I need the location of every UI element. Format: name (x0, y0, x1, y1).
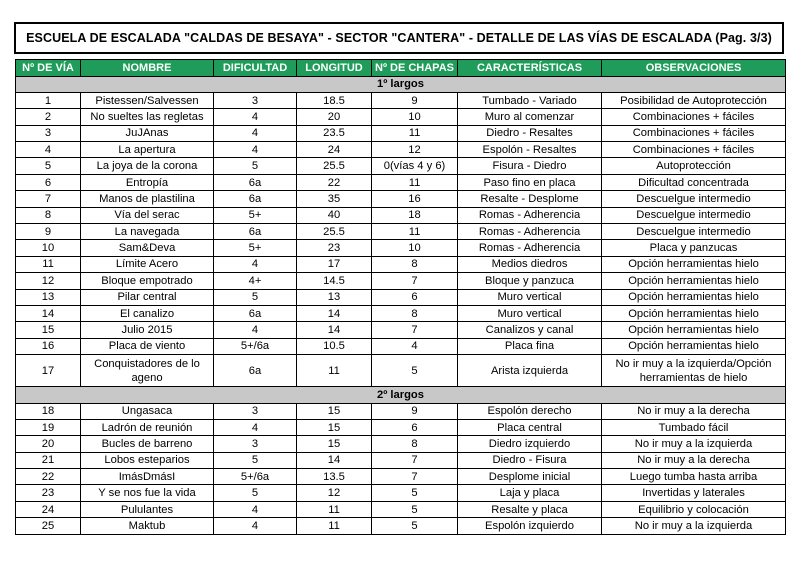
route-features: Bloque y panzuca (458, 273, 602, 289)
route-notes: Opción herramientas hielo (602, 338, 786, 354)
route-bolts: 7 (372, 273, 458, 289)
route-grade: 4+ (214, 273, 297, 289)
table-row (16, 485, 786, 501)
route-bolts: 6 (372, 289, 458, 305)
route-notes: Equilibrio y colocación (602, 501, 786, 517)
route-grade: 6a (214, 174, 297, 190)
column-header-bolts: Nº DE CHAPAS (372, 60, 458, 77)
table-row (16, 518, 786, 534)
route-features: Diedro izquierdo (458, 436, 602, 452)
route-name: Límite Acero (81, 256, 214, 272)
route-name: La apertura (81, 142, 214, 158)
table-row (16, 142, 786, 158)
route-number: 14 (16, 305, 81, 321)
column-header-features: CARACTERÍSTICAS (458, 60, 602, 77)
route-notes: Posibilidad de Autoprotección (602, 92, 786, 108)
route-grade: 5 (214, 289, 297, 305)
table-row (16, 338, 786, 354)
route-notes: No ir muy a la derecha (602, 452, 786, 468)
route-number: 25 (16, 518, 81, 534)
route-bolts: 9 (372, 92, 458, 108)
table-row (16, 419, 786, 435)
route-grade: 4 (214, 419, 297, 435)
route-number: 22 (16, 469, 81, 485)
route-features: Espolón - Resaltes (458, 142, 602, 158)
route-name: Y se nos fue la vida (81, 485, 214, 501)
route-number: 18 (16, 403, 81, 419)
column-header-grade: DIFICULTAD (214, 60, 297, 77)
route-features: Canalizos y canal (458, 322, 602, 338)
route-grade: 3 (214, 436, 297, 452)
route-features: Fisura - Diedro (458, 158, 602, 174)
table-row (16, 501, 786, 517)
route-name: Bloque empotrado (81, 273, 214, 289)
route-length: 11 (297, 501, 372, 517)
route-number: 2 (16, 109, 81, 125)
route-number: 23 (16, 485, 81, 501)
route-bolts: 12 (372, 142, 458, 158)
route-length: 10.5 (297, 338, 372, 354)
route-name: No sueltes las regletas (81, 109, 214, 125)
route-features: Resalte y placa (458, 501, 602, 517)
route-length: 13.5 (297, 469, 372, 485)
route-length: 35 (297, 191, 372, 207)
route-features: Tumbado - Variado (458, 92, 602, 108)
route-length: 23.5 (297, 125, 372, 141)
route-length: 15 (297, 436, 372, 452)
route-name: Pululantes (81, 501, 214, 517)
table-row (16, 256, 786, 272)
table-row (16, 109, 786, 125)
route-bolts: 5 (372, 355, 458, 387)
route-features: Diedro - Fisura (458, 452, 602, 468)
route-number: 11 (16, 256, 81, 272)
section-header-row (16, 76, 786, 92)
route-notes: Tumbado fácil (602, 419, 786, 435)
route-length: 20 (297, 109, 372, 125)
route-bolts: 8 (372, 305, 458, 321)
route-bolts: 11 (372, 174, 458, 190)
route-features: Arista izquierda (458, 355, 602, 387)
route-length: 15 (297, 403, 372, 419)
table-row (16, 174, 786, 190)
route-name: Manos de plastilina (81, 191, 214, 207)
route-features: Resalte - Desplome (458, 191, 602, 207)
column-header-number: Nº DE VÍA (16, 60, 81, 77)
route-bolts: 10 (372, 109, 458, 125)
route-name: JuJAnas (81, 125, 214, 141)
route-grade: 4 (214, 109, 297, 125)
table-row (16, 191, 786, 207)
table-row (16, 289, 786, 305)
route-notes: No ir muy a la derecha (602, 403, 786, 419)
table-row (16, 452, 786, 468)
table-row (16, 436, 786, 452)
table-row (16, 305, 786, 321)
route-bolts: 5 (372, 485, 458, 501)
route-notes: Descuelgue intermedio (602, 207, 786, 223)
route-number: 6 (16, 174, 81, 190)
page-title: ESCUELA DE ESCALADA "CALDAS DE BESAYA" - SECTOR "CANTERA" - DETALLE DE LAS VÍAS DE ESCALADA (Pag. 3/3) (14, 22, 784, 54)
route-number: 16 (16, 338, 81, 354)
table-row (16, 240, 786, 256)
route-grade: 3 (214, 403, 297, 419)
route-bolts: 7 (372, 452, 458, 468)
route-length: 18.5 (297, 92, 372, 108)
route-grade: 5 (214, 485, 297, 501)
routes-table (15, 59, 786, 535)
route-name: Pistessen/Salvessen (81, 92, 214, 108)
table-row (16, 322, 786, 338)
route-name: Maktub (81, 518, 214, 534)
route-grade: 4 (214, 518, 297, 534)
route-notes: Opción herramientas hielo (602, 322, 786, 338)
route-bolts: 16 (372, 191, 458, 207)
table-row (16, 224, 786, 240)
route-features: Diedro - Resaltes (458, 125, 602, 141)
route-bolts: 8 (372, 256, 458, 272)
route-number: 1 (16, 92, 81, 108)
route-notes: Opción herramientas hielo (602, 289, 786, 305)
route-features: Muro vertical (458, 289, 602, 305)
route-name: Placa de viento (81, 338, 214, 354)
route-length: 25.5 (297, 158, 372, 174)
route-notes: Opción herramientas hielo (602, 256, 786, 272)
route-grade: 5 (214, 158, 297, 174)
route-notes: Placa y panzucas (602, 240, 786, 256)
route-number: 9 (16, 224, 81, 240)
route-length: 40 (297, 207, 372, 223)
route-notes: Invertidas y laterales (602, 485, 786, 501)
route-number: 21 (16, 452, 81, 468)
route-name: Ladrón de reunión (81, 419, 214, 435)
route-grade: 4 (214, 142, 297, 158)
route-notes: Opción herramientas hielo (602, 273, 786, 289)
route-number: 12 (16, 273, 81, 289)
route-notes: Descuelgue intermedio (602, 191, 786, 207)
route-bolts: 6 (372, 419, 458, 435)
route-bolts: 0(vías 4 y 6) (372, 158, 458, 174)
route-notes: Dificultad concentrada (602, 174, 786, 190)
route-grade: 5+/6a (214, 338, 297, 354)
route-number: 17 (16, 355, 81, 387)
table-header-row (16, 60, 786, 77)
route-length: 13 (297, 289, 372, 305)
route-number: 4 (16, 142, 81, 158)
route-grade: 6a (214, 355, 297, 387)
route-name: Ungasaca (81, 403, 214, 419)
route-bolts: 11 (372, 224, 458, 240)
route-number: 13 (16, 289, 81, 305)
route-notes: Combinaciones + fáciles (602, 142, 786, 158)
route-name: Julio 2015 (81, 322, 214, 338)
route-length: 25.5 (297, 224, 372, 240)
table-row (16, 355, 786, 387)
route-length: 15 (297, 419, 372, 435)
route-notes: Combinaciones + fáciles (602, 109, 786, 125)
route-notes: Descuelgue intermedio (602, 224, 786, 240)
route-name: Sam&Deva (81, 240, 214, 256)
route-features: Placa central (458, 419, 602, 435)
route-length: 22 (297, 174, 372, 190)
route-name: Pilar central (81, 289, 214, 305)
route-name: Conquistadores de lo ageno (81, 355, 214, 387)
route-bolts: 4 (372, 338, 458, 354)
route-length: 11 (297, 518, 372, 534)
table-row (16, 207, 786, 223)
route-notes: No ir muy a la izquierda (602, 436, 786, 452)
route-features: Espolón derecho (458, 403, 602, 419)
route-bolts: 9 (372, 403, 458, 419)
route-number: 7 (16, 191, 81, 207)
route-number: 8 (16, 207, 81, 223)
route-name: ImásDmásI (81, 469, 214, 485)
route-name: Lobos esteparios (81, 452, 214, 468)
route-name: La navegada (81, 224, 214, 240)
route-length: 11 (297, 355, 372, 387)
column-header-notes: OBSERVACIONES (602, 60, 786, 77)
route-bolts: 5 (372, 518, 458, 534)
table-row (16, 273, 786, 289)
route-features: Medios diedros (458, 256, 602, 272)
route-grade: 4 (214, 125, 297, 141)
route-notes: Autoprotección (602, 158, 786, 174)
route-features: Romas - Adherencia (458, 207, 602, 223)
route-bolts: 7 (372, 469, 458, 485)
route-number: 3 (16, 125, 81, 141)
route-features: Placa fina (458, 338, 602, 354)
route-grade: 6a (214, 305, 297, 321)
route-grade: 4 (214, 256, 297, 272)
table-row (16, 158, 786, 174)
route-length: 14.5 (297, 273, 372, 289)
section-header-row (16, 387, 786, 403)
route-grade: 5 (214, 452, 297, 468)
route-grade: 6a (214, 191, 297, 207)
route-features: Muro al comenzar (458, 109, 602, 125)
route-number: 5 (16, 158, 81, 174)
route-number: 15 (16, 322, 81, 338)
route-notes: No ir muy a la izquierda (602, 518, 786, 534)
route-bolts: 11 (372, 125, 458, 141)
route-notes: Combinaciones + fáciles (602, 125, 786, 141)
table-body (16, 76, 786, 534)
route-name: Bucles de barreno (81, 436, 214, 452)
route-features: Espolón izquierdo (458, 518, 602, 534)
route-features: Desplome inicial (458, 469, 602, 485)
route-bolts: 8 (372, 436, 458, 452)
route-features: Romas - Adherencia (458, 240, 602, 256)
route-grade: 5+/6a (214, 469, 297, 485)
route-grade: 4 (214, 322, 297, 338)
column-header-length: LONGITUD (297, 60, 372, 77)
route-number: 19 (16, 419, 81, 435)
column-header-name: NOMBRE (81, 60, 214, 77)
section-label: 2º largos (16, 387, 786, 403)
table-row (16, 403, 786, 419)
route-features: Muro vertical (458, 305, 602, 321)
table-row (16, 92, 786, 108)
route-length: 24 (297, 142, 372, 158)
route-name: El canalizo (81, 305, 214, 321)
route-notes: Opción herramientas hielo (602, 305, 786, 321)
route-length: 14 (297, 452, 372, 468)
route-name: La joya de la corona (81, 158, 214, 174)
route-name: Vía del serac (81, 207, 214, 223)
route-features: Paso fino en placa (458, 174, 602, 190)
route-features: Laja y placa (458, 485, 602, 501)
table-row (16, 469, 786, 485)
route-notes: No ir muy a la izquierda/Opción herramientas de hielo (602, 355, 786, 387)
section-label: 1º largos (16, 76, 786, 92)
route-bolts: 18 (372, 207, 458, 223)
route-length: 12 (297, 485, 372, 501)
route-bolts: 7 (372, 322, 458, 338)
route-length: 17 (297, 256, 372, 272)
route-grade: 5+ (214, 207, 297, 223)
route-length: 14 (297, 322, 372, 338)
route-features: Romas - Adherencia (458, 224, 602, 240)
route-grade: 3 (214, 92, 297, 108)
route-bolts: 5 (372, 501, 458, 517)
route-bolts: 10 (372, 240, 458, 256)
route-grade: 6a (214, 224, 297, 240)
route-length: 23 (297, 240, 372, 256)
table-row (16, 125, 786, 141)
route-number: 10 (16, 240, 81, 256)
route-number: 20 (16, 436, 81, 452)
route-number: 24 (16, 501, 81, 517)
route-length: 14 (297, 305, 372, 321)
route-name: Entropía (81, 174, 214, 190)
route-grade: 5+ (214, 240, 297, 256)
route-notes: Luego tumba hasta arriba (602, 469, 786, 485)
route-grade: 4 (214, 501, 297, 517)
